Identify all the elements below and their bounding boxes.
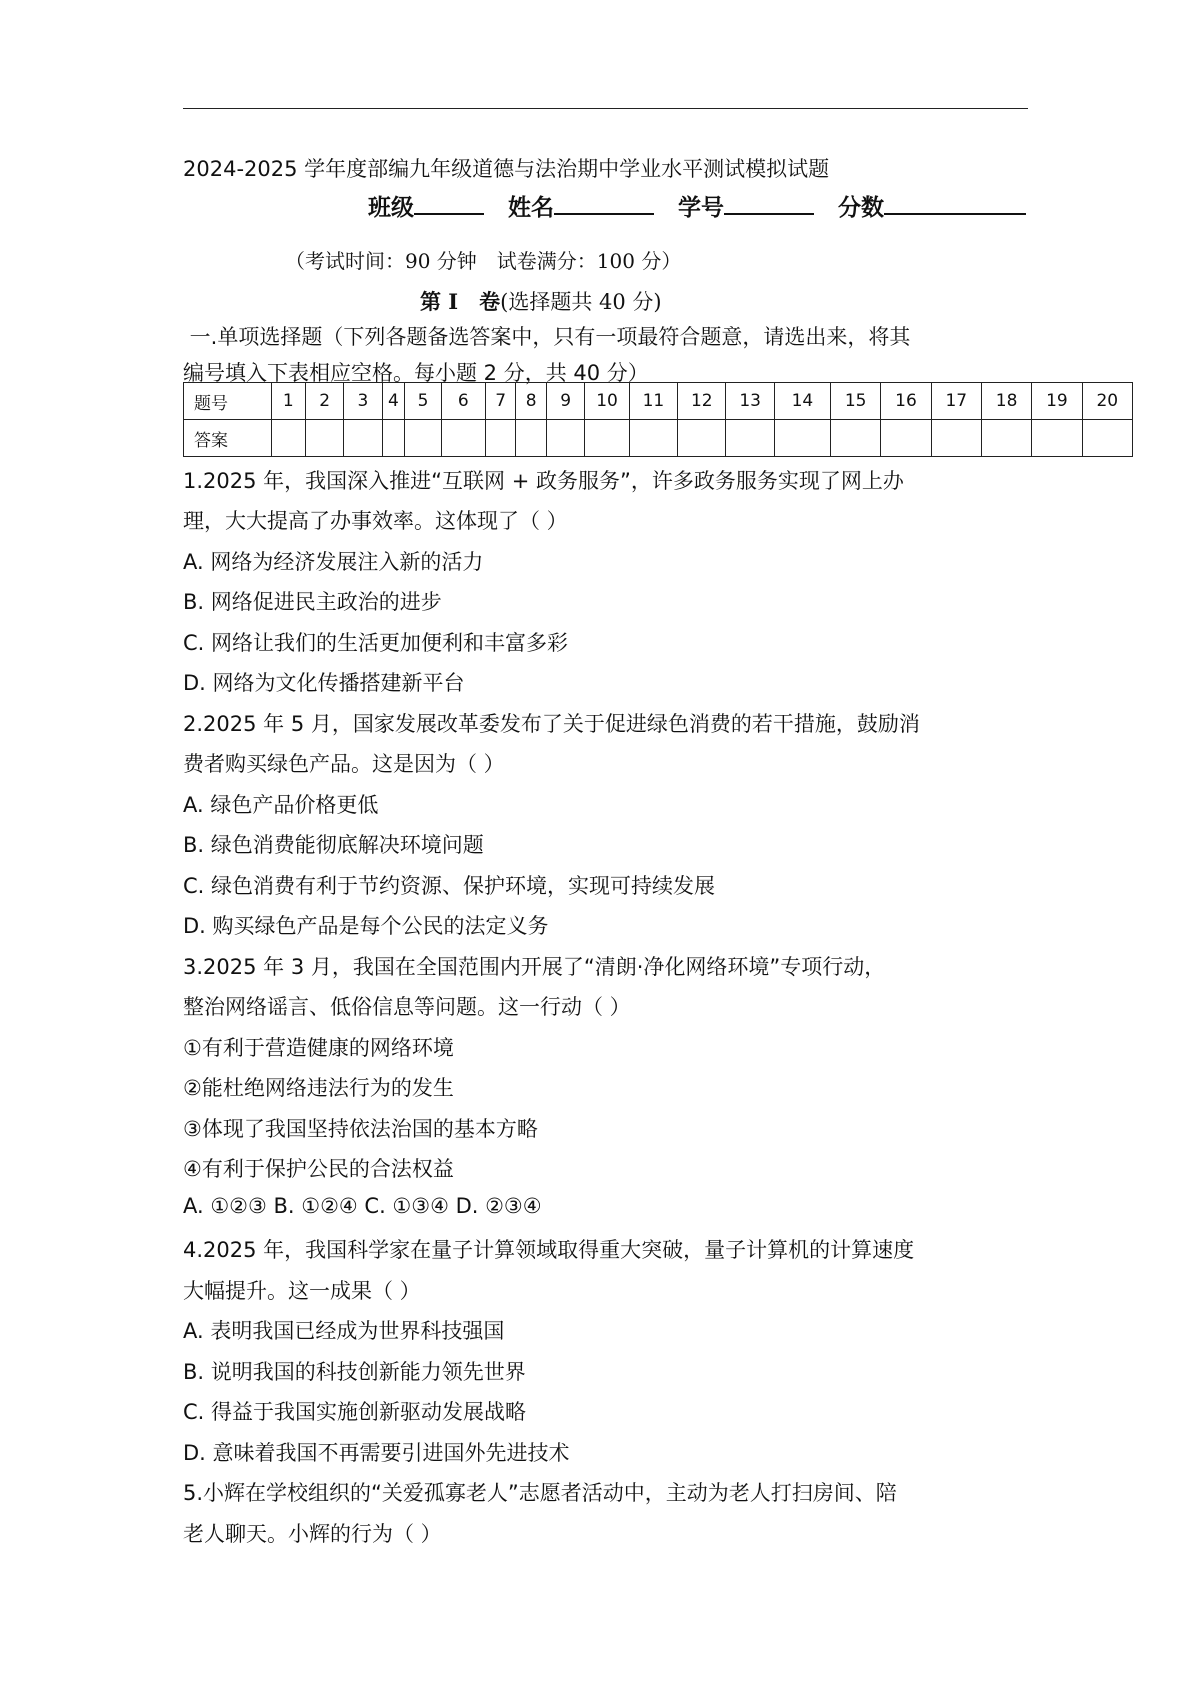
question-3-options: A. ①②③ B. ①②④ C. ①③④ D. ②③④ — [183, 1194, 542, 1218]
question-2-stem-line-1: 2.2025 年 5 月，国家发展改革委发布了关于促进绿色消费的若干措施，鼓励消 — [183, 712, 920, 736]
answer-cell[interactable] — [726, 420, 774, 457]
question-2-option-d: D. 购买绿色产品是每个公民的法定义务 — [183, 914, 549, 938]
student-id-field[interactable] — [724, 189, 814, 215]
question-4-option-d: D. 意味着我国不再需要引进国外先进技术 — [183, 1441, 570, 1465]
class-label: 班级 — [368, 195, 414, 221]
question-number-header: 题号 — [184, 383, 272, 420]
question-number-cell: 3 — [344, 383, 382, 420]
part-title-rest: (选择题共 40 分) — [500, 290, 662, 314]
score-label: 分数 — [838, 195, 885, 221]
question-number-cell: 10 — [585, 383, 629, 420]
section-instructions-line-1: 一.单项选择题（下列各题备选答案中，只有一项最符合题意，请选出来，将其 — [183, 325, 911, 349]
question-number-cell: 15 — [830, 383, 880, 420]
question-2-option-a: A. 绿色产品价格更低 — [183, 793, 379, 817]
question-4-stem-line-1: 4.2025 年，我国科学家在量子计算领域取得重大突破，量子计算机的计算速度 — [183, 1238, 915, 1262]
question-3-stem-line-2: 整治网络谣言、低俗信息等问题。这一行动（ ） — [183, 995, 631, 1019]
answer-cell[interactable] — [678, 420, 726, 457]
answer-table-answer-row — [184, 420, 1133, 457]
question-3-statement-2: ②能杜绝网络违法行为的发生 — [183, 1076, 454, 1100]
question-number-cell: 4 — [382, 383, 405, 420]
answer-table-number-row — [184, 383, 1133, 420]
answer-cell[interactable] — [629, 420, 677, 457]
question-1-stem-line-1: 1.2025 年，我国深入推进“互联网 + 政务服务”，许多政务服务实现了网上办 — [183, 469, 904, 493]
answer-cell[interactable] — [344, 420, 382, 457]
question-number-cell: 6 — [441, 383, 485, 420]
question-4-option-c: C. 得益于我国实施创新驱动发展战略 — [183, 1400, 527, 1424]
answer-cell[interactable] — [585, 420, 629, 457]
answer-cell[interactable] — [931, 420, 981, 457]
question-number-cell: 7 — [485, 383, 516, 420]
answer-cell[interactable] — [546, 420, 584, 457]
question-1-option-d: D. 网络为文化传播搭建新平台 — [183, 671, 465, 695]
answer-cell[interactable] — [881, 420, 931, 457]
answer-table — [183, 382, 1133, 457]
question-number-cell: 14 — [774, 383, 830, 420]
top-rule-divider — [183, 108, 1028, 109]
question-4-option-b: B. 说明我国的科技创新能力领先世界 — [183, 1360, 526, 1384]
name-label: 姓名 — [508, 195, 555, 221]
answer-cell[interactable] — [271, 420, 305, 457]
question-number-cell: 9 — [546, 383, 584, 420]
question-number-cell: 19 — [1032, 383, 1082, 420]
answer-cell[interactable] — [774, 420, 830, 457]
question-number-cell: 18 — [981, 383, 1031, 420]
question-1-option-b: B. 网络促进民主政治的进步 — [183, 590, 442, 614]
section-instructions-line-2: 编号填入下表相应空格。每小题 2 分，共 40 分） — [183, 361, 649, 385]
question-1-stem-line-2: 理，大大提高了办事效率。这体现了（ ） — [183, 509, 568, 533]
student-info-row — [368, 189, 1026, 222]
question-4-option-a: A. 表明我国已经成为世界科技强国 — [183, 1319, 505, 1343]
question-1-option-c: C. 网络让我们的生活更加便利和丰富多彩 — [183, 631, 569, 655]
student-id-label: 学号 — [678, 195, 725, 221]
answer-cell[interactable] — [1082, 420, 1132, 457]
question-1-option-a: A. 网络为经济发展注入新的活力 — [183, 550, 484, 574]
section-instructions — [183, 319, 1028, 391]
class-field[interactable] — [414, 189, 484, 215]
answer-cell[interactable] — [305, 420, 343, 457]
question-number-cell: 12 — [678, 383, 726, 420]
question-number-cell: 16 — [881, 383, 931, 420]
question-number-cell: 1 — [271, 383, 305, 420]
answer-cell[interactable] — [516, 420, 547, 457]
answer-cell[interactable] — [405, 420, 441, 457]
question-3-statement-1: ①有利于营造健康的网络环境 — [183, 1036, 454, 1060]
answer-cell[interactable] — [1032, 420, 1082, 457]
answer-header: 答案 — [184, 420, 272, 457]
answer-cell[interactable] — [981, 420, 1031, 457]
question-2-option-b: B. 绿色消费能彻底解决环境问题 — [183, 833, 484, 857]
question-number-cell: 20 — [1082, 383, 1132, 420]
question-3-statement-4: ④有利于保护公民的合法权益 — [183, 1157, 454, 1181]
answer-cell[interactable] — [485, 420, 516, 457]
question-number-cell: 11 — [629, 383, 677, 420]
name-field[interactable] — [554, 189, 654, 215]
question-5-stem-line-2: 老人聊天。小辉的行为（ ） — [183, 1522, 442, 1546]
question-number-cell: 8 — [516, 383, 547, 420]
answer-cell[interactable] — [830, 420, 880, 457]
question-2-option-c: C. 绿色消费有利于节约资源、保护环境，实现可持续发展 — [183, 874, 716, 898]
part-title-bold: 第 I 卷 — [420, 289, 501, 314]
answer-cell[interactable] — [382, 420, 405, 457]
answer-cell[interactable] — [441, 420, 485, 457]
question-3-statement-3: ③体现了我国坚持依法治国的基本方略 — [183, 1117, 538, 1141]
question-3-stem-line-1: 3.2025 年 3 月，我国在全国范围内开展了“清朗·净化网络环境”专项行动， — [183, 955, 886, 979]
exam-title: 2024-2025 学年度部编九年级道德与法治期中学业水平测试模拟试题 — [183, 157, 830, 181]
question-number-cell: 5 — [405, 383, 441, 420]
part-title — [420, 286, 662, 316]
question-2-stem-line-2: 费者购买绿色产品。这是因为（ ） — [183, 752, 505, 776]
exam-meta: （考试时间：90 分钟 试卷满分：100 分） — [285, 249, 682, 273]
question-number-cell: 17 — [931, 383, 981, 420]
question-4-stem-line-2: 大幅提升。这一成果（ ） — [183, 1279, 421, 1303]
score-field[interactable] — [884, 189, 1026, 215]
question-number-cell: 2 — [305, 383, 343, 420]
question-5-stem-line-1: 5.小辉在学校组织的“关爱孤寡老人”志愿者活动中，主动为老人打扫房间、陪 — [183, 1481, 897, 1505]
question-number-cell: 13 — [726, 383, 774, 420]
